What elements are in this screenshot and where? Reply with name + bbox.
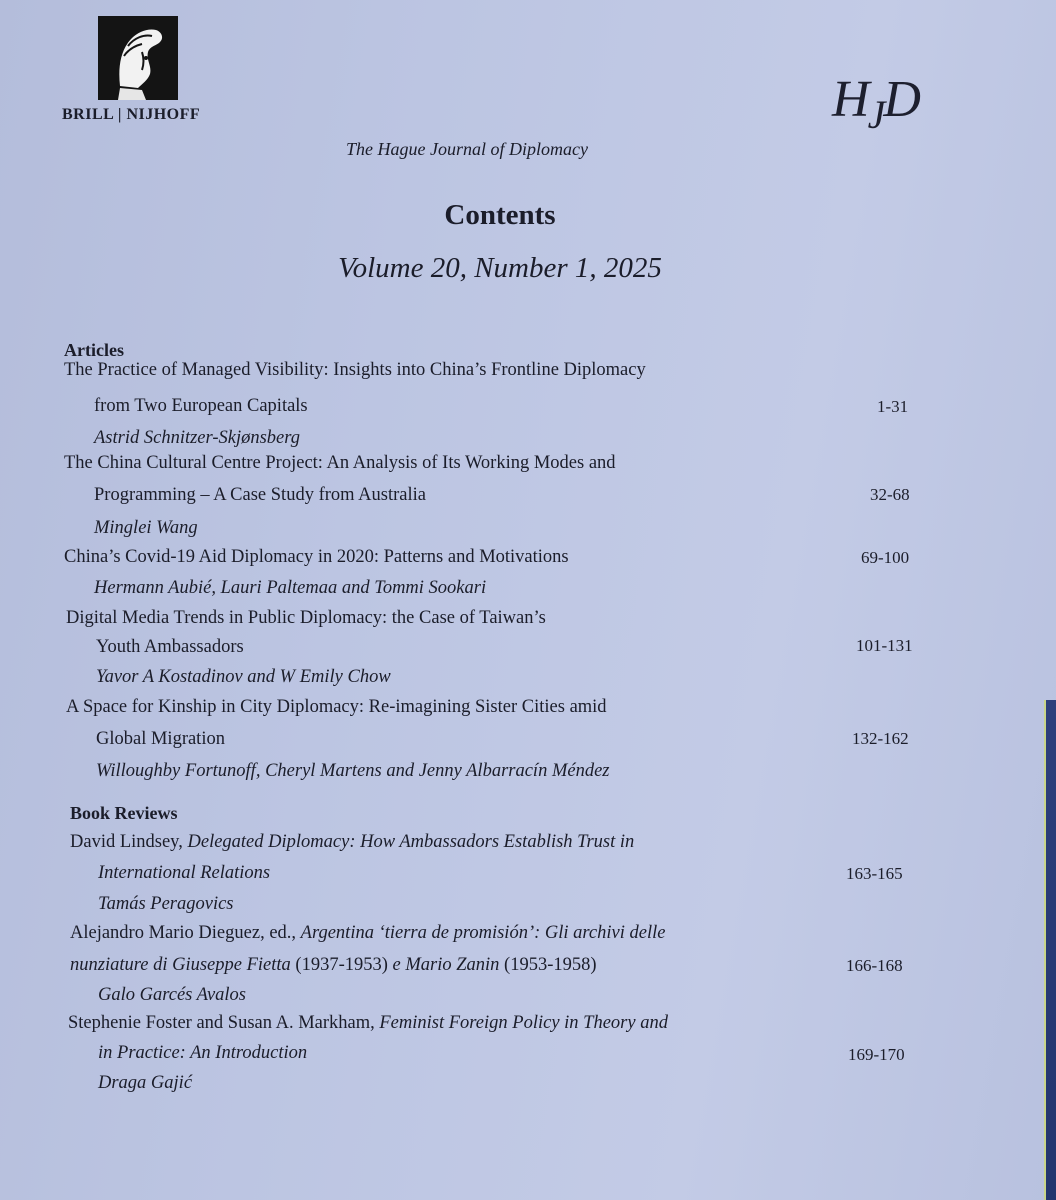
review-title-line: [70, 923, 665, 944]
review-title-line: [98, 1043, 307, 1064]
review-book-years: (1937-1953): [290, 955, 393, 975]
review-pages: 163-165: [846, 864, 903, 883]
article-title-line: Programming – A Case Study from Australia: [94, 485, 426, 505]
review-pages: 169-170: [848, 1045, 905, 1064]
article-authors: Willoughby Fortunoff, Cheryl Martens and Jenny Albarracín Méndez: [96, 761, 610, 781]
article-title-line: China’s Covid-19 Aid Diplomacy in 2020: Patterns and Motivations: [64, 547, 569, 567]
article-authors: Yavor A Kostadinov and W Emily Chow: [96, 667, 391, 687]
volume-line: Volume 20, Number 1, 2025: [338, 252, 662, 284]
article-authors: Astrid Schnitzer-Skjønsberg: [94, 428, 301, 448]
review-title-line: [98, 863, 270, 884]
logo-letter-h: H: [832, 71, 870, 128]
article-title-line: Global Migration: [96, 729, 225, 749]
article-title-line: The Practice of Managed Visibility: Insights into China’s Frontline Diplomacy: [64, 360, 646, 380]
review-title-line: [68, 1013, 668, 1034]
review-title-line: [70, 832, 634, 853]
review-book-years: (1953-1958): [499, 955, 597, 975]
article-authors: Minglei Wang: [94, 518, 198, 538]
review-title-line: [70, 955, 597, 976]
article-title-line: from Two European Capitals: [94, 396, 308, 416]
article-pages: 69-100: [861, 548, 910, 567]
logo-letter-d: D: [883, 71, 921, 128]
article-title-line: The China Cultural Centre Project: An Analysis of Its Working Modes and: [64, 453, 616, 473]
review-book-title: Feminist Foreign Policy in Theory and: [379, 1013, 668, 1033]
review-book-title: in Practice: An Introduction: [98, 1043, 308, 1063]
page-title: Contents: [444, 199, 556, 231]
review-book-title: International Relations: [98, 863, 271, 883]
review-pages: 166-168: [846, 956, 903, 975]
review-book-author: Alejandro Mario Dieguez, ed.,: [70, 923, 301, 943]
article-pages: 32-68: [870, 485, 910, 504]
review-book-title: e Mario Zanin: [392, 955, 500, 975]
cover-edge: [1044, 700, 1056, 1200]
review-book-author: Stephenie Foster and Susan A. Markham,: [68, 1013, 380, 1033]
article-pages: 101-131: [856, 636, 913, 655]
review-book-title: nunziature di Giuseppe Fietta: [70, 955, 291, 975]
book-reviews-heading: Book Reviews: [70, 803, 178, 823]
journal-title: The Hague Journal of Diplomacy: [346, 139, 588, 159]
review-book-title: Delegated Diplomacy: How Ambassadors Establish Trust in: [187, 832, 635, 852]
review-book-title: Argentina ‘tierra de promisión’: Gli archivi delle: [300, 923, 666, 943]
article-title-line: Digital Media Trends in Public Diplomacy: the Case of Taiwan’s: [66, 608, 546, 628]
review-reviewer: Galo Garcés Avalos: [98, 985, 246, 1005]
logo-letter-j: J: [867, 92, 886, 137]
article-pages: 132-162: [852, 729, 909, 748]
journal-logo: [832, 71, 921, 137]
article-pages: 1-31: [877, 397, 909, 416]
athena-helmet-icon: [98, 16, 178, 100]
review-reviewer: Draga Gajić: [98, 1073, 193, 1093]
articles-heading: Articles: [64, 340, 124, 360]
review-book-author: David Lindsey,: [70, 832, 188, 852]
article-title-line: A Space for Kinship in City Diplomacy: Re-imagining Sister Cities amid: [66, 697, 607, 717]
publisher-name: BRILL | NIJHOFF: [62, 106, 201, 123]
article-title-line: Youth Ambassadors: [96, 637, 244, 657]
article-authors: Hermann Aubié, Lauri Paltemaa and Tommi Sookari: [94, 578, 487, 598]
review-reviewer: Tamás Peragovics: [98, 894, 234, 914]
